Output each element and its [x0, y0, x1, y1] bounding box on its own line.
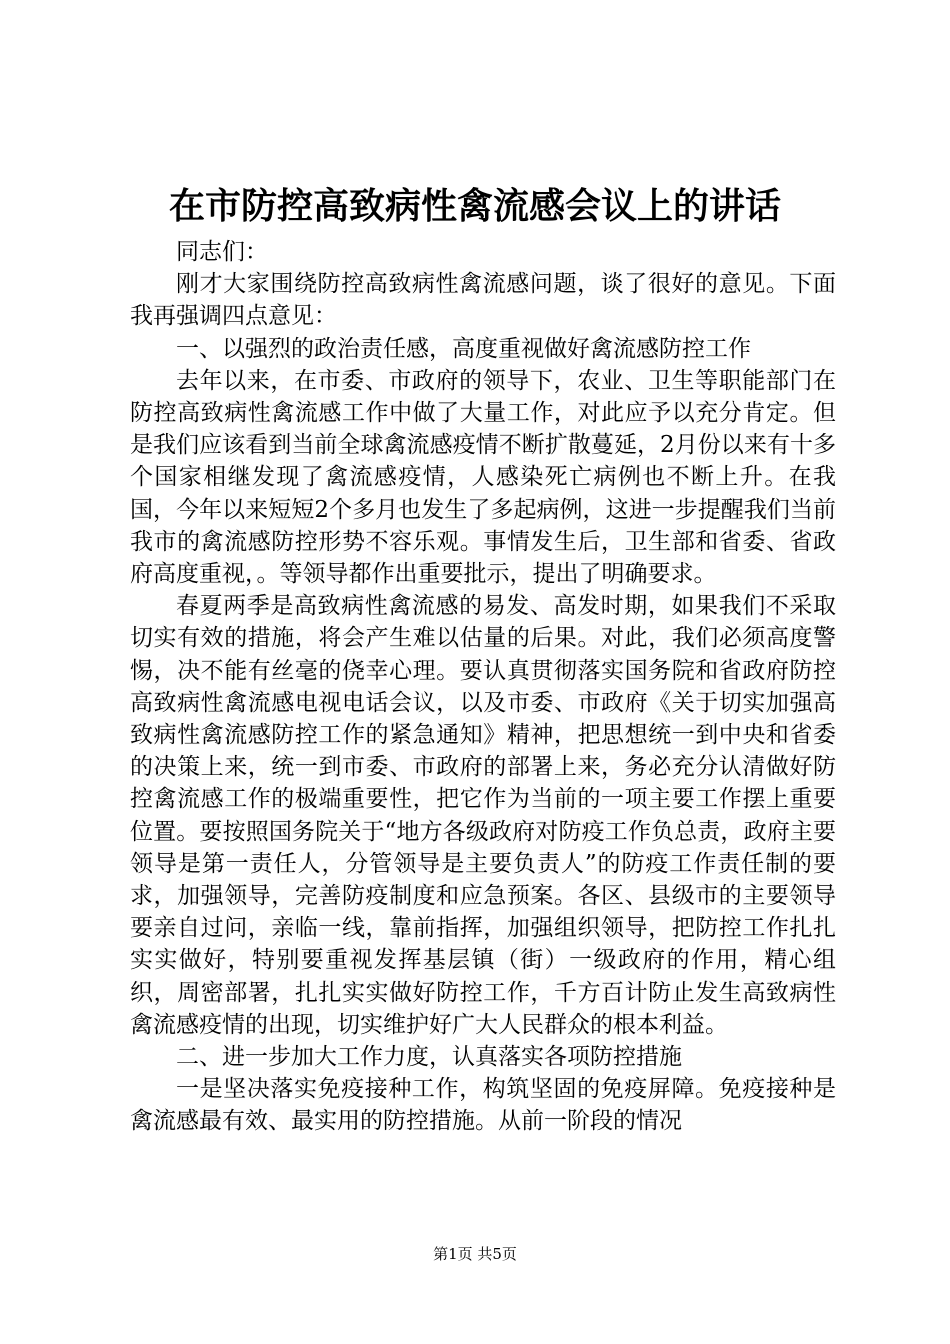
body-paragraph: 春夏两季是高致病性禽流感的易发、高发时期，如果我们不采取切实有效的措施，将会产生难以估量的后果。对此，我们必须高度警惕，决不能有丝毫的侥幸心理。要认真贯彻落实国务院和省政府防控高致病性禽流感电视电话会议，以及市委、市政府《关于切实加强高致病性禽流感防控工作的紧急通知》精神，把思想统一到中央和省委的决策上来，统一到市委、市政府的部署上来，务必充分认清做好防控禽流感工作的极端重要性，把它作为当前的一项主要工作摆上重要位置。要按照国务院关于“地方各级政府对防疫工作负总责，政府主要领导是第一责任人，分管领导是主要负责人”的防疫工作责任制的要求，加强领导，完善防疫制度和应急预案。各区、县级市的主要领导要亲自过问，亲临一线，靠前指挥，加强组织领导，把防控工作扎扎实实做好，特别要重视发挥基层镇（街）一级政府的作用，精心组织，周密部署，扎扎实实做好防控工作，千方百计防止发生高致病性禽流感疫情的出现，切实维护好广大人民群众的根本利益。: [130, 593, 836, 1038]
document-title: 在市防控高致病性禽流感会议上的讲话: [168, 185, 781, 227]
intro-paragraph: 刚才大家围绕防控高致病性禽流感问题，谈了很好的意见。下面我再强调四点意见：: [130, 271, 836, 330]
body-paragraph: 去年以来，在市委、市政府的领导下，农业、卫生等职能部门在防控高致病性禽流感工作中做了大量工作，对此应予以充分肯定。但是我们应该看到当前全球禽流感疫情不断扩散蔓延，2月份以来有十多个国家相继发现了禽流感疫情，人感染死亡病例也不断上升。在我国，今年以来短短2个多月也发生了多起病例，这进一步提醒我们当前我市的禽流感防控形势不容乐观。事情发生后，卫生部和省委、省政府高度重视，。等领导都作出重要批示，提出了明确要求。: [130, 367, 836, 588]
section-heading-2: 二、进一步加大工作力度，认真落实各项防控措施: [176, 1044, 682, 1071]
section-heading-1: 一、以强烈的政治责任感，高度重视做好禽流感防控工作: [176, 335, 751, 362]
body-paragraph: 一是坚决落实免疫接种工作，构筑坚固的免疫屏障。免疫接种是禽流感最有效、最实用的防控措施。从前一阶段的情况: [130, 1076, 836, 1135]
document-body: [130, 236, 836, 1138]
page-number-footer: 第1页 共5页: [433, 1245, 517, 1263]
salutation-paragraph: 同志们：: [176, 239, 268, 265]
